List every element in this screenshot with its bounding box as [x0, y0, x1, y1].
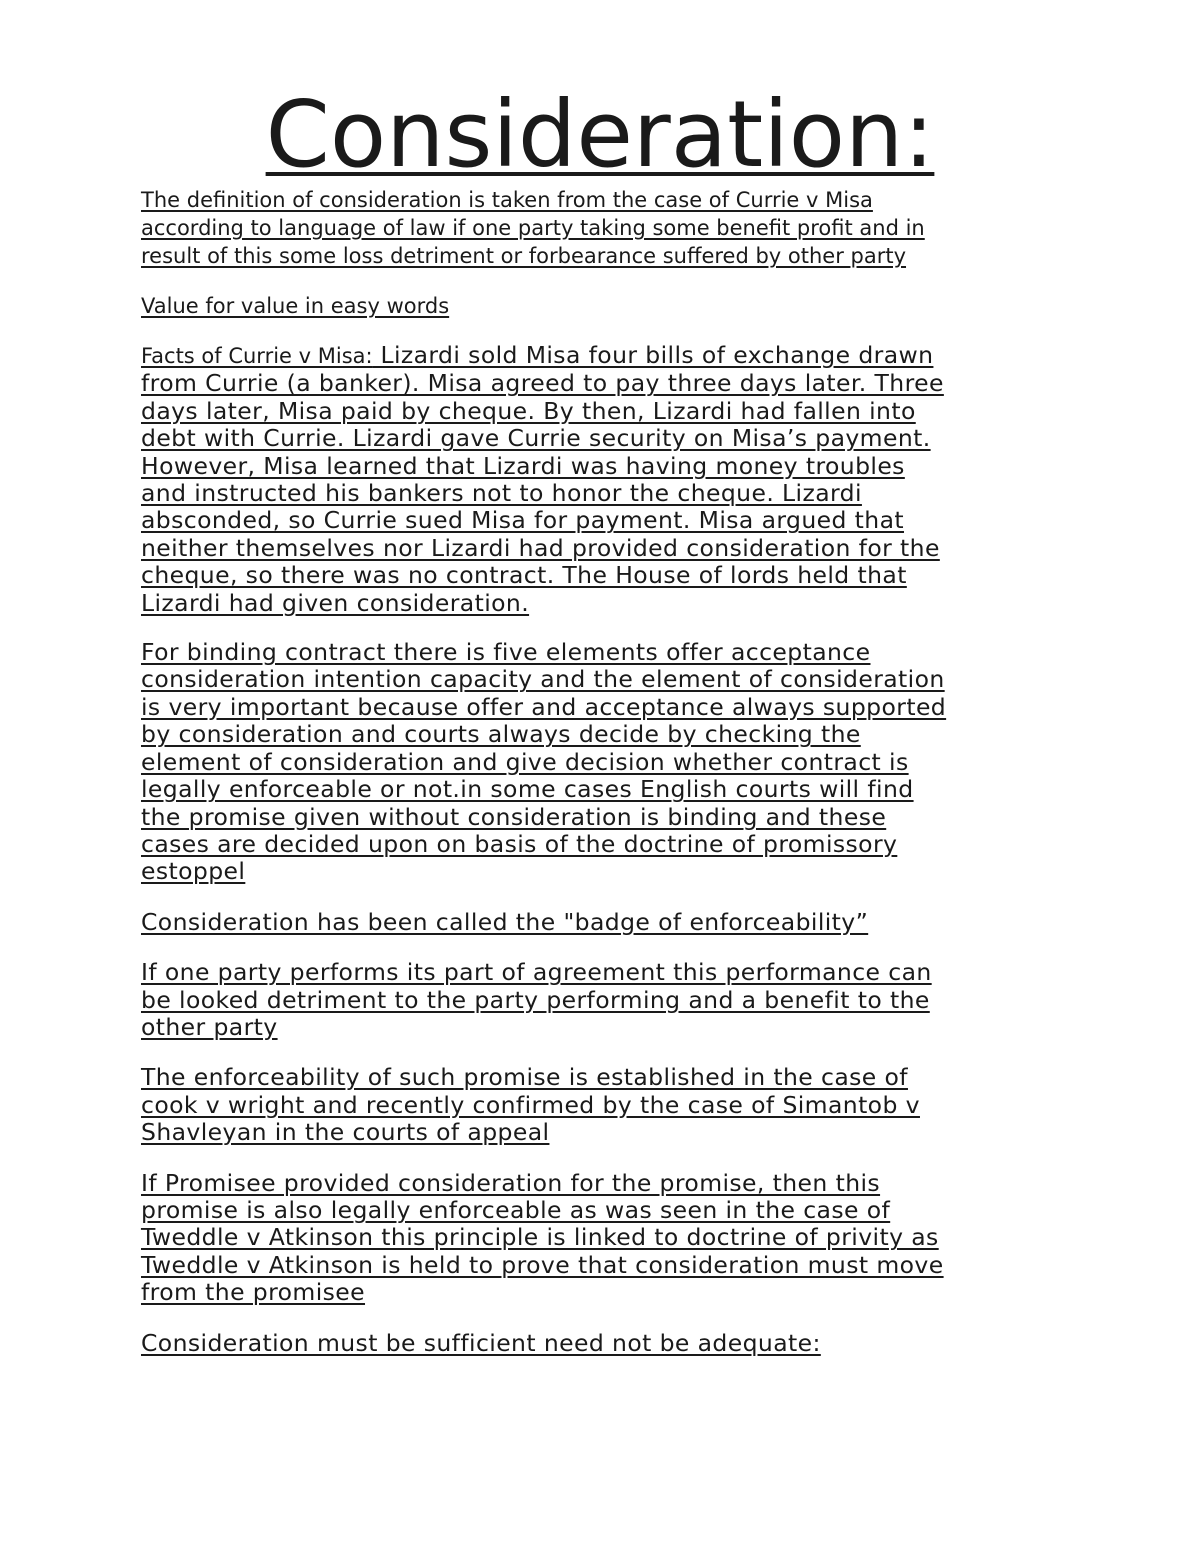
- text-line: cases are decided upon on basis of the doctrine of promissory: [141, 829, 898, 858]
- text-line: element of consideration and give decision whether contract is: [141, 747, 909, 776]
- text-line: cheque, so there was no contract. The House of lords held that: [141, 561, 907, 590]
- text-line: Tweddle v Atkinson is held to prove that consideration must move: [141, 1250, 944, 1279]
- text-line: If Promisee provided consideration for the promise, then this: [141, 1168, 881, 1197]
- paragraph-promisee-consideration: [141, 1170, 1066, 1307]
- paragraph-sufficient-not-adequate: [141, 1330, 1066, 1357]
- paragraph-enforceability-cases: [141, 1064, 1066, 1146]
- text-line: Tweddle v Atkinson this principle is linked to doctrine of privity as: [141, 1223, 939, 1252]
- text-line: Shavleyan in the courts of appeal: [141, 1118, 550, 1147]
- text-line: by consideration and courts always decide by checking the: [141, 720, 861, 749]
- facts-lead-label: Facts of Currie v Misa:: [141, 344, 373, 368]
- text-line: result of this some loss detriment or forbearance suffered by other party: [141, 244, 907, 268]
- text-line: estoppel: [141, 857, 246, 886]
- document-title-text: Consideration:: [265, 81, 935, 188]
- text-line: The definition of consideration is taken from the case of Currie v Misa: [141, 188, 873, 212]
- paragraph-value-for-value: [141, 292, 1066, 320]
- text-line: be looked detriment to the party performing and a benefit to the: [141, 985, 930, 1014]
- text-line: other party: [141, 1012, 278, 1041]
- text-line: debt with Currie. Lizardi gave Currie security on Misa’s payment.: [141, 424, 931, 453]
- text-line: promise is also legally enforceable as was seen in the case of: [141, 1195, 891, 1224]
- text-line: neither themselves nor Lizardi had provided consideration for the: [141, 533, 940, 562]
- facts-first-line: Lizardi sold Misa four bills of exchange drawn: [372, 341, 934, 369]
- text-line: Value for value in easy words: [141, 294, 450, 318]
- paragraph-binding-contract-elements: [141, 639, 1066, 886]
- text-line: cook v wright and recently confirmed by the case of Simantob v: [141, 1090, 920, 1119]
- document-title: [0, 80, 1200, 190]
- text-line: is very important because offer and acceptance always supported: [141, 692, 947, 721]
- text-line: from the promisee: [141, 1278, 366, 1307]
- text-line: For binding contract there is five elements offer acceptance: [141, 638, 871, 667]
- paragraph-definition: [141, 186, 1066, 270]
- paragraph-badge-of-enforceability: [141, 909, 1066, 936]
- text-line: consideration intention capacity and the element of consideration: [141, 665, 945, 694]
- text-line: However, Misa learned that Lizardi was having money troubles: [141, 451, 905, 480]
- document-body: [141, 186, 1066, 1357]
- text-line: and instructed his bankers not to honor the cheque. Lizardi: [141, 479, 862, 508]
- text-line: Consideration has been called the "badge of enforceability”: [141, 907, 869, 936]
- text-line: days later, Misa paid by cheque. By then, Lizardi had fallen into: [141, 396, 916, 425]
- text-line: The enforceability of such promise is established in the case of: [141, 1063, 908, 1092]
- paragraph-performance: [141, 959, 1066, 1041]
- text-line: according to language of law if one party taking some benefit profit and in: [141, 216, 925, 240]
- text-line: the promise given without consideration is binding and these: [141, 802, 887, 831]
- text-line: Consideration must be sufficient need not be adequate:: [141, 1328, 821, 1357]
- text-line: legally enforceable or not.in some cases English courts will find: [141, 775, 914, 804]
- text-line: absconded, so Currie sued Misa for payment. Misa argued that: [141, 506, 904, 535]
- paragraph-facts-currie-v-misa: [141, 342, 1066, 617]
- text-line: [141, 342, 1066, 370]
- text-line: from Currie (a banker). Misa agreed to pay three days later. Three: [141, 369, 944, 398]
- text-line: If one party performs its part of agreement this performance can: [141, 958, 932, 987]
- text-line: Lizardi had given consideration.: [141, 588, 530, 617]
